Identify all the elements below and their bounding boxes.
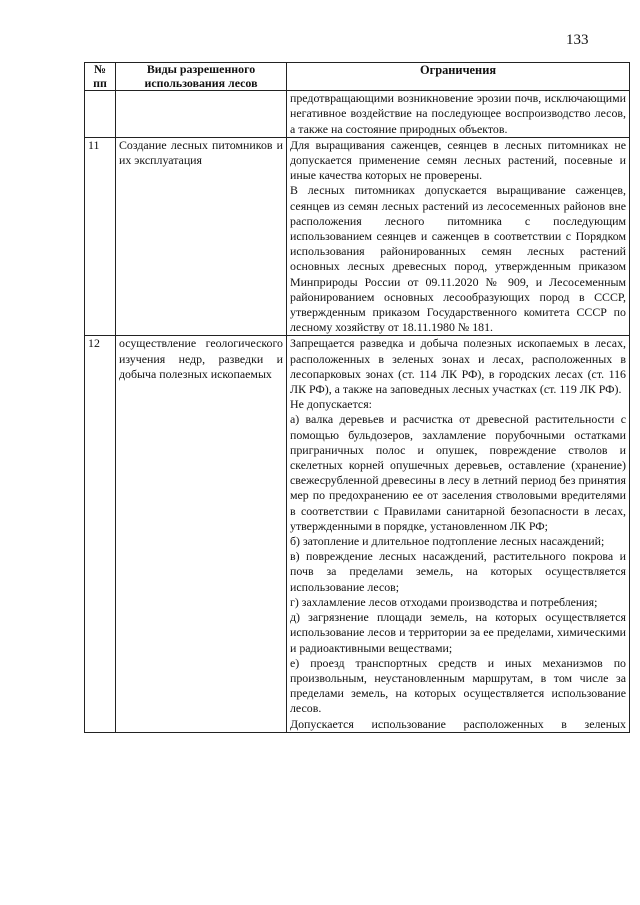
table-row-continuation <box>85 91 630 138</box>
header-restrictions: Ограничения <box>287 63 630 91</box>
restriction-item-g: г) захламление лесов отходами производства и потребления; <box>290 594 598 609</box>
row-restrictions <box>287 336 630 732</box>
restriction-paragraph: Для выращивания саженцев, сеянцев в лесных питомниках не допускается применение семян лесных растений, посевные и иные качества которых не проверены. <box>290 137 626 183</box>
header-num-line2: пп <box>93 75 107 90</box>
restriction-paragraph-continued: Допускается использование расположенных в зеленых <box>290 716 626 731</box>
table-header-row <box>85 63 630 91</box>
restriction-item-v: в) повреждение лесных насаждений, растительного покрова и почв за пределами земель, на которых осуществляется использование лесов; <box>290 549 626 594</box>
restriction-paragraph: В лесных питомниках допускается выращивание саженцев, сеянцев из семян лесных растений из лесосеменных районов вне расположения лесного питомника с последующим использованием сеянцев и саженцев в соответствии с Порядком использования районированных семян лесных растений основных лесных древесных пород, утвержденным приказом Минприроды России от 09.11.2020 № 909, и Лесосеменным районированием основных лесообразующих пород в СССР, утвержденным приказом Государственного комитета СССР по лесному хозяйству от 18.11.1980 № 181. <box>290 183 626 335</box>
restriction-item-a: а) валка деревьев и расчистка от древесной растительности с помощью бульдозеров, захламление порубочными остатками приграничных полос и опушек, повреждение стволов и скелетных корней опушечных деревьев, оставление (хранение) свежесрубленной древесины в лесу в летний период без принятия мер по предохранению ее от заселения стволовыми вредителями в соответствии с Правилами санитарной безопасности в лесах, утвержденными в порядке, установленном ЛК РФ; <box>290 412 626 533</box>
row-use-type-text: Создание лесных питомников и их эксплуатация <box>119 137 283 167</box>
page-number: 133 <box>566 32 589 48</box>
restrictions-table <box>84 62 630 733</box>
restriction-paragraph: Запрещается разведка и добыча полезных ископаемых в лесах, расположенных в зеленых зонах и лесах, расположенных в лесопарковых зонах (ст. 114 ЛК РФ), в городских лесах (ст. 116 ЛК РФ), а также на заповедных лесных участках (ст. 119 ЛК РФ). <box>290 336 626 397</box>
restriction-item-d: д) загрязнение площади земель, на которых осуществляется использование лесов и территории за ее пределами, химическими и радиоактивными веществами; <box>290 610 626 655</box>
row-use-type <box>116 137 287 336</box>
header-use-type <box>116 63 287 91</box>
header-use-type-line2: использования лесов <box>144 75 258 90</box>
row-number: 12 <box>85 336 116 732</box>
header-use-type-line1: Виды разрешенного <box>146 62 256 76</box>
cell-type-empty <box>116 91 287 138</box>
row-use-type <box>116 336 287 732</box>
header-num <box>85 63 116 91</box>
cell-num-empty <box>85 91 116 138</box>
row-use-type-text: осуществление геологического изучения недр, разведки и добыча полезных ископаемых <box>119 336 283 381</box>
continuation-text: предотвращающими возникновение эрозии почв, исключающими негативное воздействие на последующее воспроизводство лесов, а также на состояние природных объектов. <box>290 91 626 136</box>
restriction-paragraph: Не допускается: <box>290 397 372 412</box>
restriction-item-b: б) затопление и длительное подтопление лесных насаждений; <box>290 534 605 549</box>
row-restrictions <box>287 137 630 336</box>
cell-restrictions-continuation <box>287 91 630 138</box>
header-num-line1: № <box>94 62 106 76</box>
row-number: 11 <box>85 137 116 336</box>
restriction-item-e: е) проезд транспортных средств и иных механизмов по произвольным, неустановленным маршрутам, в том числе за пределами земель, на которых осуществляется использование лесов. <box>290 655 626 716</box>
table-row <box>85 336 630 732</box>
table-row <box>85 137 630 336</box>
